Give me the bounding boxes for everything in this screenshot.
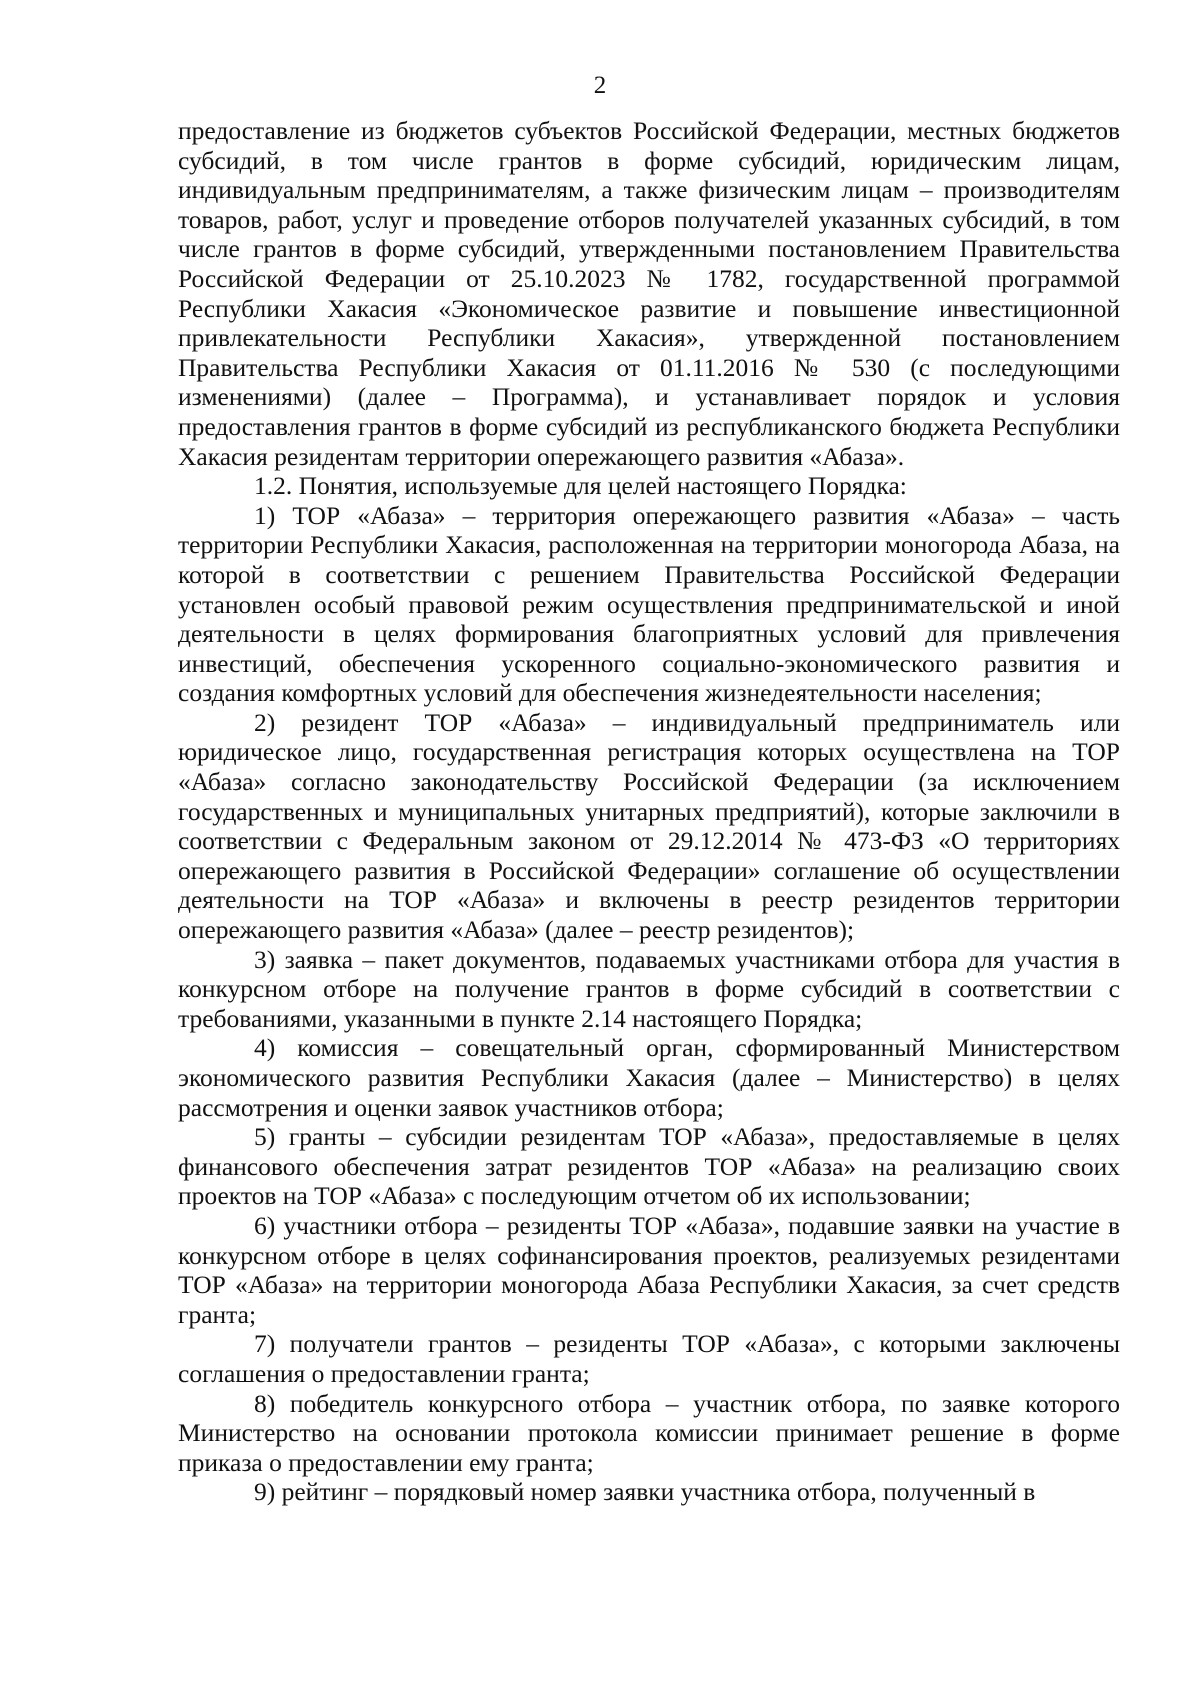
paragraph-definition-7: 7) получатели грантов – резиденты ТОР «Абаза», с которыми заключены соглашения о предоставлении гранта; (178, 1329, 1120, 1388)
paragraph-section-1-2: 1.2. Понятия, используемые для целей настоящего Порядка: (254, 471, 907, 501)
document-body (178, 116, 1120, 1507)
paragraph-definition-4: 4) комиссия – совещательный орган, сформированный Министерством экономического развития Республики Хакасия (далее – Министерство) в целях рассмотрения и оценки заявок участников отбора; (178, 1033, 1120, 1122)
paragraph-definition-2: 2) резидент ТОР «Абаза» – индивидуальный предприниматель или юридическое лицо, государственная регистрация которых осуществлена на ТОР «Абаза» согласно законодательству Российской Федерации (за исключением государственных и муниципальных унитарных предприятий), которые заключили в соответствии с Федеральным законом от 29.12.2014 № 473-ФЗ «О территориях опережающего развития в Российской Федерации» соглашение об осуществлении деятельности на ТОР «Абаза» и включены в реестр резидентов территории опережающего развития «Абаза» (далее – реестр резидентов); (178, 707, 1120, 945)
paragraph-definition-9: 9) рейтинг – порядковый номер заявки участника отбора, полученный в (254, 1477, 1036, 1507)
paragraph-definition-8: 8) победитель конкурсного отбора – участник отбора, по заявке которого Министерство на основании протокола комиссии принимает решение в форме приказа о предоставлении ему гранта; (178, 1388, 1120, 1477)
paragraph-definition-3: 3) заявка – пакет документов, подаваемых участниками отбора для участия в конкурсном отборе на получение грантов в форме субсидий в соответствии с требованиями, указанными в пункте 2.14 настоящего Порядка; (178, 944, 1120, 1033)
paragraph-definition-1: 1) ТОР «Абаза» – территория опережающего развития «Абаза» – часть территории Республики Хакасия, расположенная на территории моногорода Абаза, на которой в соответствии с решением Правительства Российской Федерации установлен особый правовой режим осуществления предпринимательской и иной деятельности в целях формирования благоприятных условий для привлечения инвестиций, обеспечения ускоренного социально-экономического развития и создания комфортных условий для обеспечения жизнедеятельности населения; (178, 500, 1120, 708)
paragraph-definition-6: 6) участники отбора – резиденты ТОР «Абаза», подавшие заявки на участие в конкурсном отборе в целях софинансирования проектов, реализуемых резидентами ТОР «Абаза» на территории моногорода Абаза Республики Хакасия, за счет средств гранта; (178, 1210, 1120, 1329)
paragraph-intro-continuation: предоставление из бюджетов субъектов Российской Федерации, местных бюджетов субсидий, в том числе грантов в форме субсидий, юридическим лицам, индивидуальным предпринимателям, а также физическим лицам – производителям товаров, работ, услуг и проведение отборов получателей указанных субсидий, в том числе грантов в форме субсидий, утвержденными постановлением Правительства Российской Федерации от 25.10.2023 № 1782, государственной программой Республики Хакасия «Экономическое развитие и повышение инвестиционной привлекательности Республики Хакасия», утвержденной постановлением Правительства Республики Хакасия от 01.11.2016 № 530 (с последующими изменениями) (далее – Программа), и устанавливает порядок и условия предоставления грантов в форме субсидий из республиканского бюджета Республики Хакасия резидентам территории опережающего развития «Абаза». (178, 116, 1120, 471)
paragraph-definition-5: 5) гранты – субсидии резидентам ТОР «Абаза», предоставляемые в целях финансового обеспечения затрат резидентов ТОР «Абаза» на реализацию своих проектов на ТОР «Абаза» с последующим отчетом об их использовании; (178, 1122, 1120, 1211)
page-number: 2 (593, 72, 607, 99)
